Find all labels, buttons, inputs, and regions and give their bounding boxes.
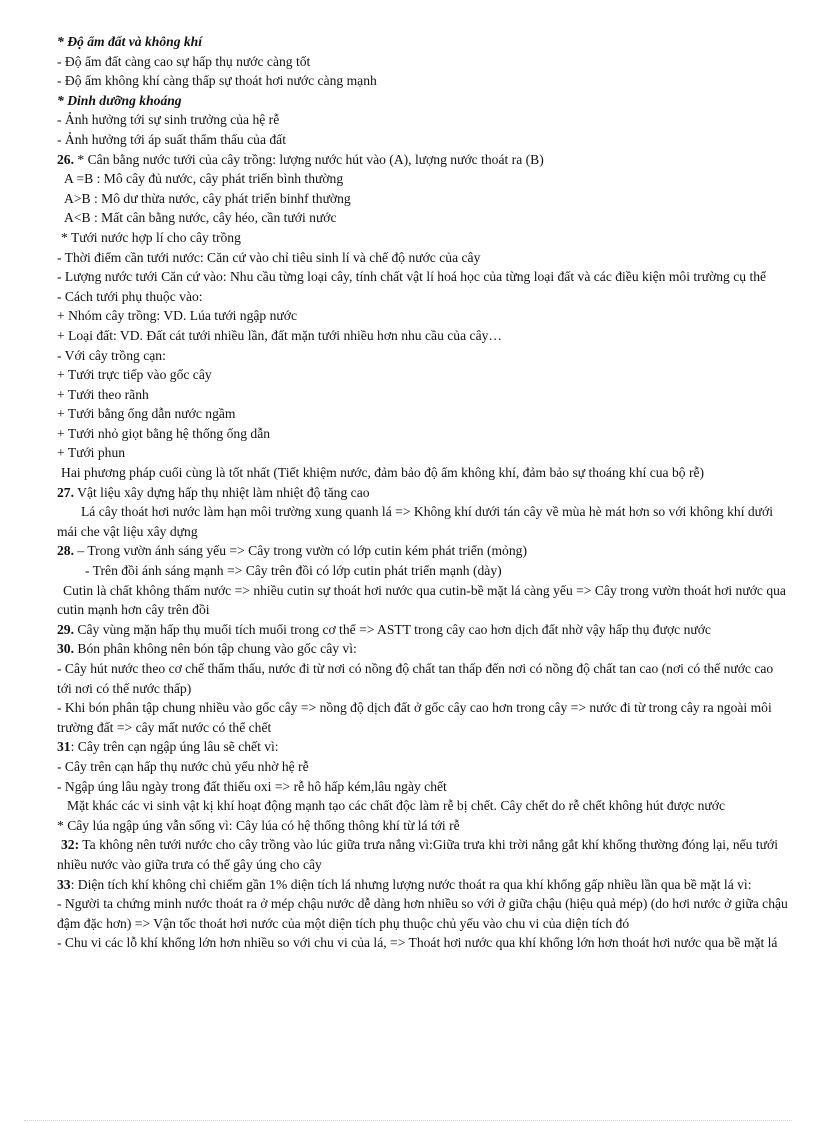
question-33	[57, 875, 789, 895]
text-line: - Độ ẩm không khí càng thấp sự thoát hơi nước càng mạnh	[57, 73, 377, 89]
heading-soil-air-humidity: * Độ ẩm đất và không khí	[57, 34, 203, 49]
question-number: 29.	[57, 621, 74, 637]
question-text: Bón phân không nên bón tập chung vào gốc cây vì:	[74, 641, 357, 657]
text-paragraph: Cutin là chất không thấm nước => nhiều cutin sự thoát hơi nước qua cutin-bề mặt lá càng yếu => Cây trong vườn thoát hơi nước qua cutin mạnh hơn cây trên đồi	[57, 582, 786, 618]
question-text: * Cân bằng nước tưới của cây trồng: lượng nước hút vào (A), lượng nước thoát ra (B)	[74, 151, 544, 167]
text-line: + Tưới theo rãnh	[57, 386, 149, 402]
heading-mineral-nutrition: * Dinh dưỡng khoáng	[57, 92, 182, 108]
page-bottom-rule	[24, 1120, 792, 1121]
text-line: + Tưới phun	[57, 445, 126, 461]
question-text: Ta không nên tưới nước cho cây trồng vào lúc giữa trưa nắng vì:Giữa trưa khi trời nắng gắt khí khổng thường đóng lại, nếu tưới nhiều nước vào giữa trưa có thể gây úng cho cây	[57, 837, 778, 872]
text-paragraph: - Khi bón phân tập chung nhiều vào gốc cây => nồng độ dịch đất ở gốc cây cao hơn trong cây => nước đi từ trong cây ra ngoài môi trường đất => cây mất nước có thể chết	[57, 700, 772, 735]
text-paragraph: Lá cây thoát hơi nước làm hạn môi trường xung quanh lá => Không khí dưới tán cây về mùa hè mát hơn so với không khí dưới mái che vật liệu xây dựng	[57, 504, 773, 539]
text-paragraph: - Cây hút nước theo cơ chế thẩm thấu, nước đi từ nơi có nồng độ chất tan thấp đến nơi có nồng độ chất tan cao (nơi có thế nước cao tới nơi có thế nước thấp)	[57, 661, 774, 696]
question-number: 32:	[61, 837, 80, 853]
question-text: : Cây trên cạn ngập úng lâu sẽ chết vì:	[70, 739, 279, 755]
question-26	[57, 150, 789, 170]
question-number: 31	[57, 739, 71, 755]
question-text: Cây vùng mặn hấp thụ muối tích muối trong cơ thể => ASTT trong cây cao hơn dịch đất nhờ vậy hấp thụ được nước	[74, 621, 711, 637]
question-text: : Diện tích khí không chỉ chiếm gần 1% diện tích lá nhưng lượng nước thoát ra qua khí khổng gấp nhiều lần qua bề mặt lá vì:	[70, 876, 752, 892]
text-line: + Tưới trực tiếp vào gốc cây	[57, 367, 212, 383]
text-line: - Độ ẩm đất càng cao sự hấp thụ nước càng tốt	[57, 53, 311, 69]
question-text: Vật liệu xây dựng hấp thụ nhiệt làm nhiệt độ tăng cao	[74, 484, 370, 500]
question-27	[57, 483, 789, 503]
question-28	[57, 541, 789, 561]
question-32	[57, 835, 789, 874]
question-number: 28.	[57, 543, 74, 559]
text-line: - Cách tưới phụ thuộc vào:	[57, 288, 203, 304]
text-line: - Với cây trồng cạn:	[57, 347, 166, 363]
text-line: A>B : Mô dư thừa nước, cây phát triển binhf thường	[64, 190, 351, 206]
text-line: - Ngập úng lâu ngày trong đất thiếu oxi => rễ hô hấp kém,lâu ngày chết	[57, 778, 447, 794]
question-number: 30.	[57, 641, 74, 657]
text-line: A<B : Mất cân bằng nước, cây héo, cần tưới nước	[64, 210, 337, 226]
question-number: 26.	[57, 151, 74, 167]
text-line: + Tưới nhỏ giọt bằng hệ thống ống dẫn	[57, 425, 271, 441]
text-line: + Tưới bằng ống dẫn nước ngầm	[57, 406, 236, 422]
text-line: - Thời điểm cần tưới nước: Căn cứ vào chỉ tiêu sinh lí và chế độ nước của cây	[57, 249, 481, 265]
question-30	[57, 639, 789, 659]
text-line: + Loại đất: VD. Đất cát tưới nhiều lần, đất mặn tưới nhiều hơn nhu cầu của cây…	[57, 327, 502, 343]
question-text: – Trong vườn ánh sáng yếu => Cây trong vườn có lớp cutin kém phát triển (mỏng)	[74, 543, 527, 559]
text-line: - Ảnh hưởng tới sự sinh trưởng của hệ rễ	[57, 112, 280, 128]
text-line: * Tưới nước hợp lí cho cây trồng	[61, 229, 241, 245]
text-paragraph: Mặt khác các vi sinh vật kị khí hoạt động mạnh tạo các chất độc làm rễ bị chết. Cây chết do rễ chết không hút được nước	[67, 798, 725, 814]
text-paragraph: - Chu vi các lỗ khí khổng lớn hơn nhiều so với chu vi của lá, => Thoát hơi nước qua khí khổng lớn hơn thoát hơi nước qua bề mặt lá	[57, 935, 778, 951]
text-line: * Cây lúa ngập úng vẫn sống vì: Cây lúa có hệ thống thông khí từ lá tới rễ	[57, 817, 460, 833]
question-number: 27.	[57, 484, 74, 500]
question-29	[57, 620, 789, 640]
text-line: + Nhóm cây trồng: VD. Lúa tưới ngập nước	[57, 308, 298, 324]
document-page	[57, 32, 789, 953]
text-paragraph: Hai phương pháp cuối cùng là tốt nhất (Tiết khiệm nước, đảm bảo độ ẩm không khí, đảm bảo sự thoáng khí cua bộ rễ)	[61, 465, 705, 481]
text-line: - Ảnh hưởng tới áp suất thẩm thấu của đất	[57, 131, 286, 147]
text-line: A =B : Mô cây đủ nước, cây phát triển bình thường	[64, 171, 344, 187]
text-line: - Trên đồi ánh sáng mạnh => Cây trên đồi có lớp cutin phát triển mạnh (dày)	[85, 563, 502, 579]
text-paragraph: - Lượng nước tưới Căn cứ vào: Nhu cầu từng loại cây, tính chất vật lí hoá học của từng loại đất và các điều kiện môi trường cụ thể	[57, 269, 767, 285]
text-line: - Cây trên cạn hấp thụ nước chủ yếu nhờ hệ rễ	[57, 758, 309, 774]
question-number: 33	[57, 876, 71, 892]
text-paragraph: - Người ta chứng minh nước thoát ra ở mép chậu nước dễ dàng hơn nhiều so với ở giữa chậu (hiệu quả mép) (do hơi nước ở giữa chậu đậm đặc hơn) => Vận tốc thoát hơi nước của một diện tích phụ thuộc chủ yếu vào chu vi của diện tích đó	[57, 896, 788, 931]
question-31	[57, 737, 789, 757]
